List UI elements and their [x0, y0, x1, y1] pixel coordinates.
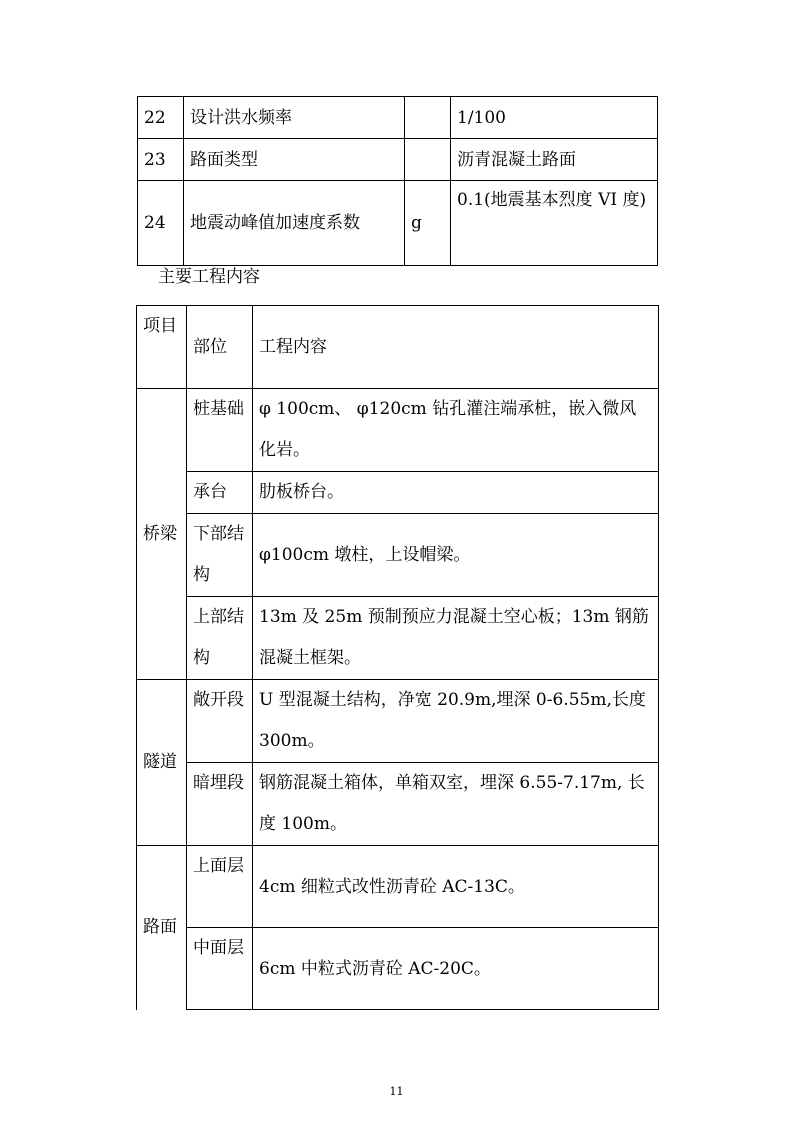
header-content: 工程内容	[253, 306, 659, 389]
category-bridge: 桥梁	[137, 389, 187, 680]
row-number: 23	[138, 139, 184, 181]
row-number: 24	[138, 181, 184, 266]
content-cell: 肋板桥台。	[253, 472, 659, 514]
table-header-row	[137, 306, 659, 389]
content-cell: 钢筋混凝土箱体，单箱双室，埋深 6.55-7.17m, 长度 100m。	[253, 763, 659, 846]
parameter-name: 设计洪水频率	[184, 97, 405, 139]
content-cell: 4cm 细粒式改性沥青砼 AC-13C。	[253, 846, 659, 928]
content-cell: φ 100cm、 φ120cm 钻孔灌注端承桩，嵌入微风化岩。	[253, 389, 659, 472]
category-pavement: 路面	[137, 846, 187, 1010]
parameter-value: 1/100	[451, 97, 658, 139]
row-number: 22	[138, 97, 184, 139]
table-row	[137, 472, 659, 514]
part-cell: 暗埋段	[187, 763, 253, 846]
part-cell: 下部结 构	[187, 514, 253, 597]
part-cell: 承台	[187, 472, 253, 514]
table-row	[137, 928, 659, 1010]
page-number: 11	[389, 1085, 404, 1098]
table-row	[138, 139, 658, 181]
part-cell: 上面层	[187, 846, 253, 928]
parameter-name: 地震动峰值加速度系数	[184, 181, 405, 266]
table-row	[137, 597, 659, 680]
part-cell: 桩基础	[187, 389, 253, 472]
design-parameters-table	[137, 96, 658, 266]
parameter-name: 路面类型	[184, 139, 405, 181]
table-row	[137, 846, 659, 928]
table-row	[138, 97, 658, 139]
header-part: 部位	[187, 306, 253, 389]
category-tunnel: 隧道	[137, 680, 187, 846]
part-cell: 中面层	[187, 928, 253, 1010]
content-cell: U 型混凝土结构，净宽 20.9m,埋深 0-6.55m,长度 300m。	[253, 680, 659, 763]
section-heading: 主要工程内容	[158, 267, 260, 287]
parameter-value: 沥青混凝土路面	[451, 139, 658, 181]
table-row	[138, 181, 658, 266]
main-works-table	[136, 305, 659, 1010]
part-cell: 上部结 构	[187, 597, 253, 680]
table-row	[137, 389, 659, 472]
parameter-value: 0.1(地震基本烈度 VI 度)	[451, 181, 658, 266]
parameter-unit: g	[405, 181, 451, 266]
table-row	[137, 763, 659, 846]
parameter-unit	[405, 139, 451, 181]
header-item: 项目	[137, 306, 187, 389]
table-row	[137, 680, 659, 763]
content-cell: φ100cm 墩柱，上设帽梁。	[253, 514, 659, 597]
content-cell: 6cm 中粒式沥青砼 AC-20C。	[253, 928, 659, 1010]
parameter-unit	[405, 97, 451, 139]
part-cell: 敞开段	[187, 680, 253, 763]
content-cell: 13m 及 25m 预制预应力混凝土空心板；13m 钢筋混凝土框架。	[253, 597, 659, 680]
table-row	[137, 514, 659, 597]
